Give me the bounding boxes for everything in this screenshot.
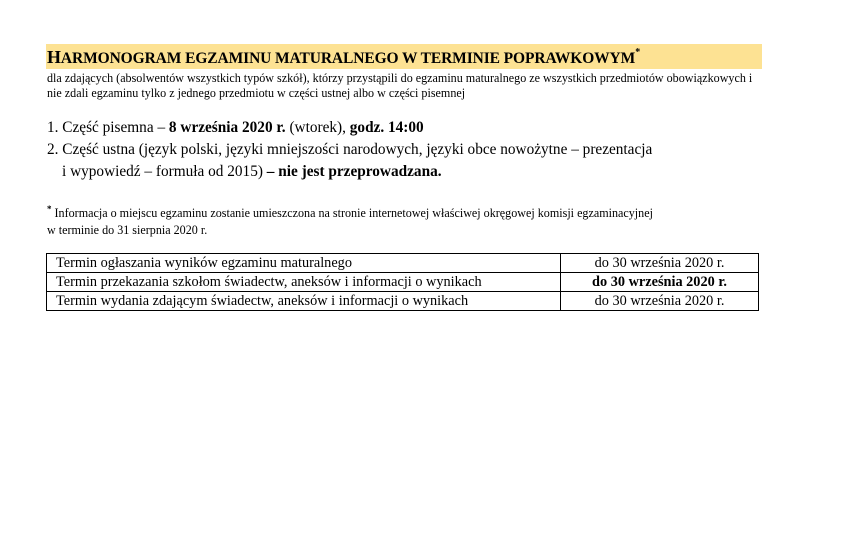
table-cell-date: do 30 września 2020 r. <box>561 273 759 292</box>
footnote-marker: * <box>47 204 52 214</box>
document-subtitle: dla zdających (absolwentów wszystkich typów szkół), którzy przystąpili do egzaminu maturalnego ze wszystkich przedmiotów obowiązkowych i nie zdali egzaminu tylko z jednego przedmiotu w części ustnej albo w części pisemnej <box>47 71 753 100</box>
item1-time: godz. 14:00 <box>349 119 424 136</box>
item2-line2 <box>47 161 762 183</box>
title-text: ARMONOGRAM EGZAMINU MATURALNEGO W TERMINIE POPRAWKOWYM <box>60 50 636 67</box>
item1-date: 8 września 2020 r. <box>168 119 286 136</box>
document-body <box>46 44 762 239</box>
document-title <box>46 44 762 69</box>
footnote <box>46 201 762 239</box>
table-row <box>47 273 759 292</box>
item2-line1: 2. Część ustna (język polski, języki mniejszości narodowych, języki obce nowożytne – prezentacja <box>47 141 653 158</box>
item1-middle: (wtorek), <box>285 119 350 136</box>
schedule-item-oral <box>47 139 762 183</box>
footnote-line1 <box>47 201 762 222</box>
footnote-text: Informacja o miejscu egzaminu zostanie umieszczona na stronie internetowej właściwej okręgowej komisji egzaminacyjnej <box>51 206 653 221</box>
title-footnote-marker: * <box>635 46 641 58</box>
table-cell-label: Termin wydania zdającym świadectw, aneksów i informacji o wynikach <box>47 292 561 311</box>
table-row <box>47 292 759 311</box>
title-first-letter: H <box>47 47 61 67</box>
footnote-line2: w terminie do 31 sierpnia 2020 r. <box>47 223 208 238</box>
table-row <box>47 254 759 273</box>
table-cell-date: do 30 września 2020 r. <box>561 292 759 311</box>
table-cell-label: Termin ogłaszania wyników egzaminu maturalnego <box>47 254 561 273</box>
item2-line2-bold: – nie jest przeprowadzana. <box>266 163 442 180</box>
dates-table <box>46 253 759 311</box>
table-cell-label: Termin przekazania szkołom świadectw, aneksów i informacji o wynikach <box>47 273 561 292</box>
item2-line2-plain: i wypowiedź – formuła od 2015) <box>62 163 267 180</box>
table-cell-date: do 30 września 2020 r. <box>561 254 759 273</box>
item1-prefix: 1. Część pisemna – <box>47 119 169 136</box>
schedule-items <box>46 117 762 183</box>
schedule-item-written <box>47 117 762 139</box>
